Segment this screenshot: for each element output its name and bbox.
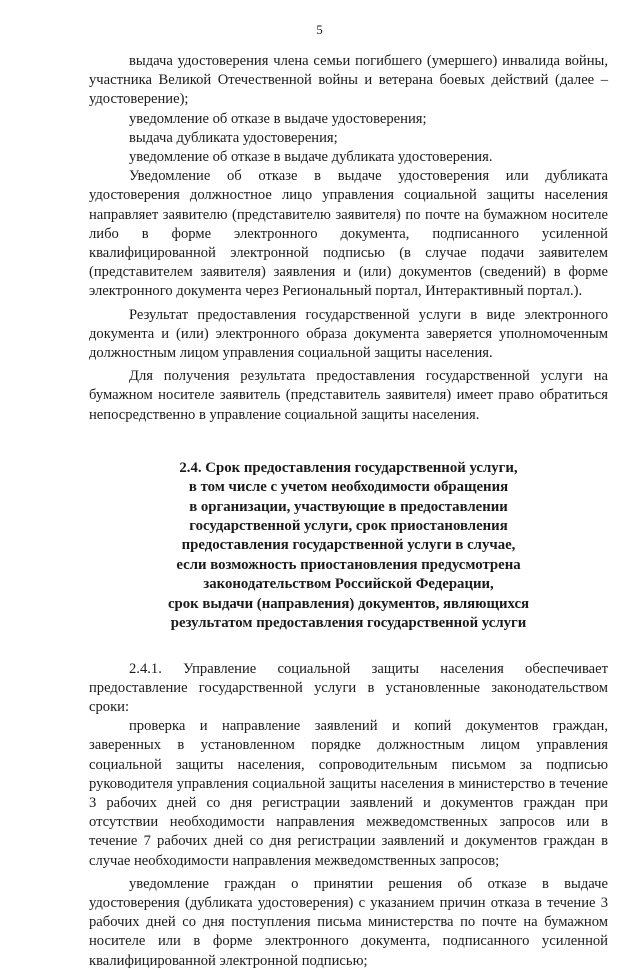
page-number: 5 <box>316 22 323 37</box>
heading-line: предоставления государственной услуги в случае, <box>181 537 516 554</box>
document-body <box>89 52 608 971</box>
paragraph: Для получения результата предоставления государственной услуги на бумажном носителе заявитель (представитель заявителя) имеет право обратиться непосредственно в управление социальной защиты населения. <box>89 368 608 423</box>
paragraph: 2.4.1. Управление социальной защиты населения обеспечивает предоставление государственной услуги в установленные законодательством сроки: <box>89 660 608 715</box>
section-heading <box>89 459 608 634</box>
heading-line: 2.4. Срок предоставления государственной услуги, <box>179 459 518 476</box>
paragraph: уведомление граждан о принятии решения об отказе в выдаче удостоверения (дубликата удостоверения) с указанием причин отказа в течение 3 рабочих дней со дня поступления письма министерства по почте на бумажном носителе или в форме электронного документа, подписанного усиленной квалифицированной электронной подписью; <box>89 875 608 969</box>
heading-line: в том числе с учетом необходимости обращения <box>188 479 509 496</box>
paragraph: уведомление об отказе в выдаче удостоверения; <box>129 110 427 127</box>
paragraph: выдача дубликата удостоверения; <box>129 129 338 146</box>
paragraph: уведомление об отказе в выдаче дубликата удостоверения. <box>129 149 493 166</box>
paragraph: выдача удостоверения члена семьи погибшего (умершего) инвалида войны, участника Великой Отечественной войны и ветерана боевых действий (далее – удостоверение); <box>89 53 608 108</box>
heading-line: результатом предоставления государственной услуги <box>170 615 527 632</box>
paragraph: Уведомление об отказе в выдаче удостоверения или дубликата удостоверения должностное лицо управления социальной защиты населения направляет заявителю (представителю заявителя) по почте на бумажном носителе либо в форме электронного документа, подписанного усиленной квалифицированной электронной подписью (в случае подачи заявителем (представителем заявителя) заявления и (или) документов (сведений) в форме электронного документа через Региональный портал, Интерактивный портал.). <box>89 168 608 300</box>
heading-line: срок выдачи (направления) документов, являющихся <box>167 595 530 612</box>
heading-line: если возможность приостановления предусмотрена <box>176 556 521 573</box>
paragraph: проверка и направление заявлений и копий документов граждан, заверенных в установленном порядке должностным лицом управления социальной защиты населения, сопроводительным письмом за подписью руководителя управления социальной защиты населения в министерство в течение 3 рабочих дней со дня регистрации заявлений и документов граждан при отсутствии необходимости направления межведомственных запросов или в течение 7 рабочих дней со дня регистрации заявлений и документов граждан в случае необходимости направления межведомственных запросов; <box>89 718 608 869</box>
heading-line: государственной услуги, срок приостановления <box>189 518 508 535</box>
paragraph: Результат предоставления государственной услуги в виде электронного документа и (или) электронного образа документа заверяется уполномоченным должностным лицом управления социальной защиты населения. <box>89 306 608 362</box>
heading-line: в организации, участвующие в предоставлении <box>189 498 508 515</box>
heading-line: законодательством Российской Федерации, <box>203 576 494 593</box>
